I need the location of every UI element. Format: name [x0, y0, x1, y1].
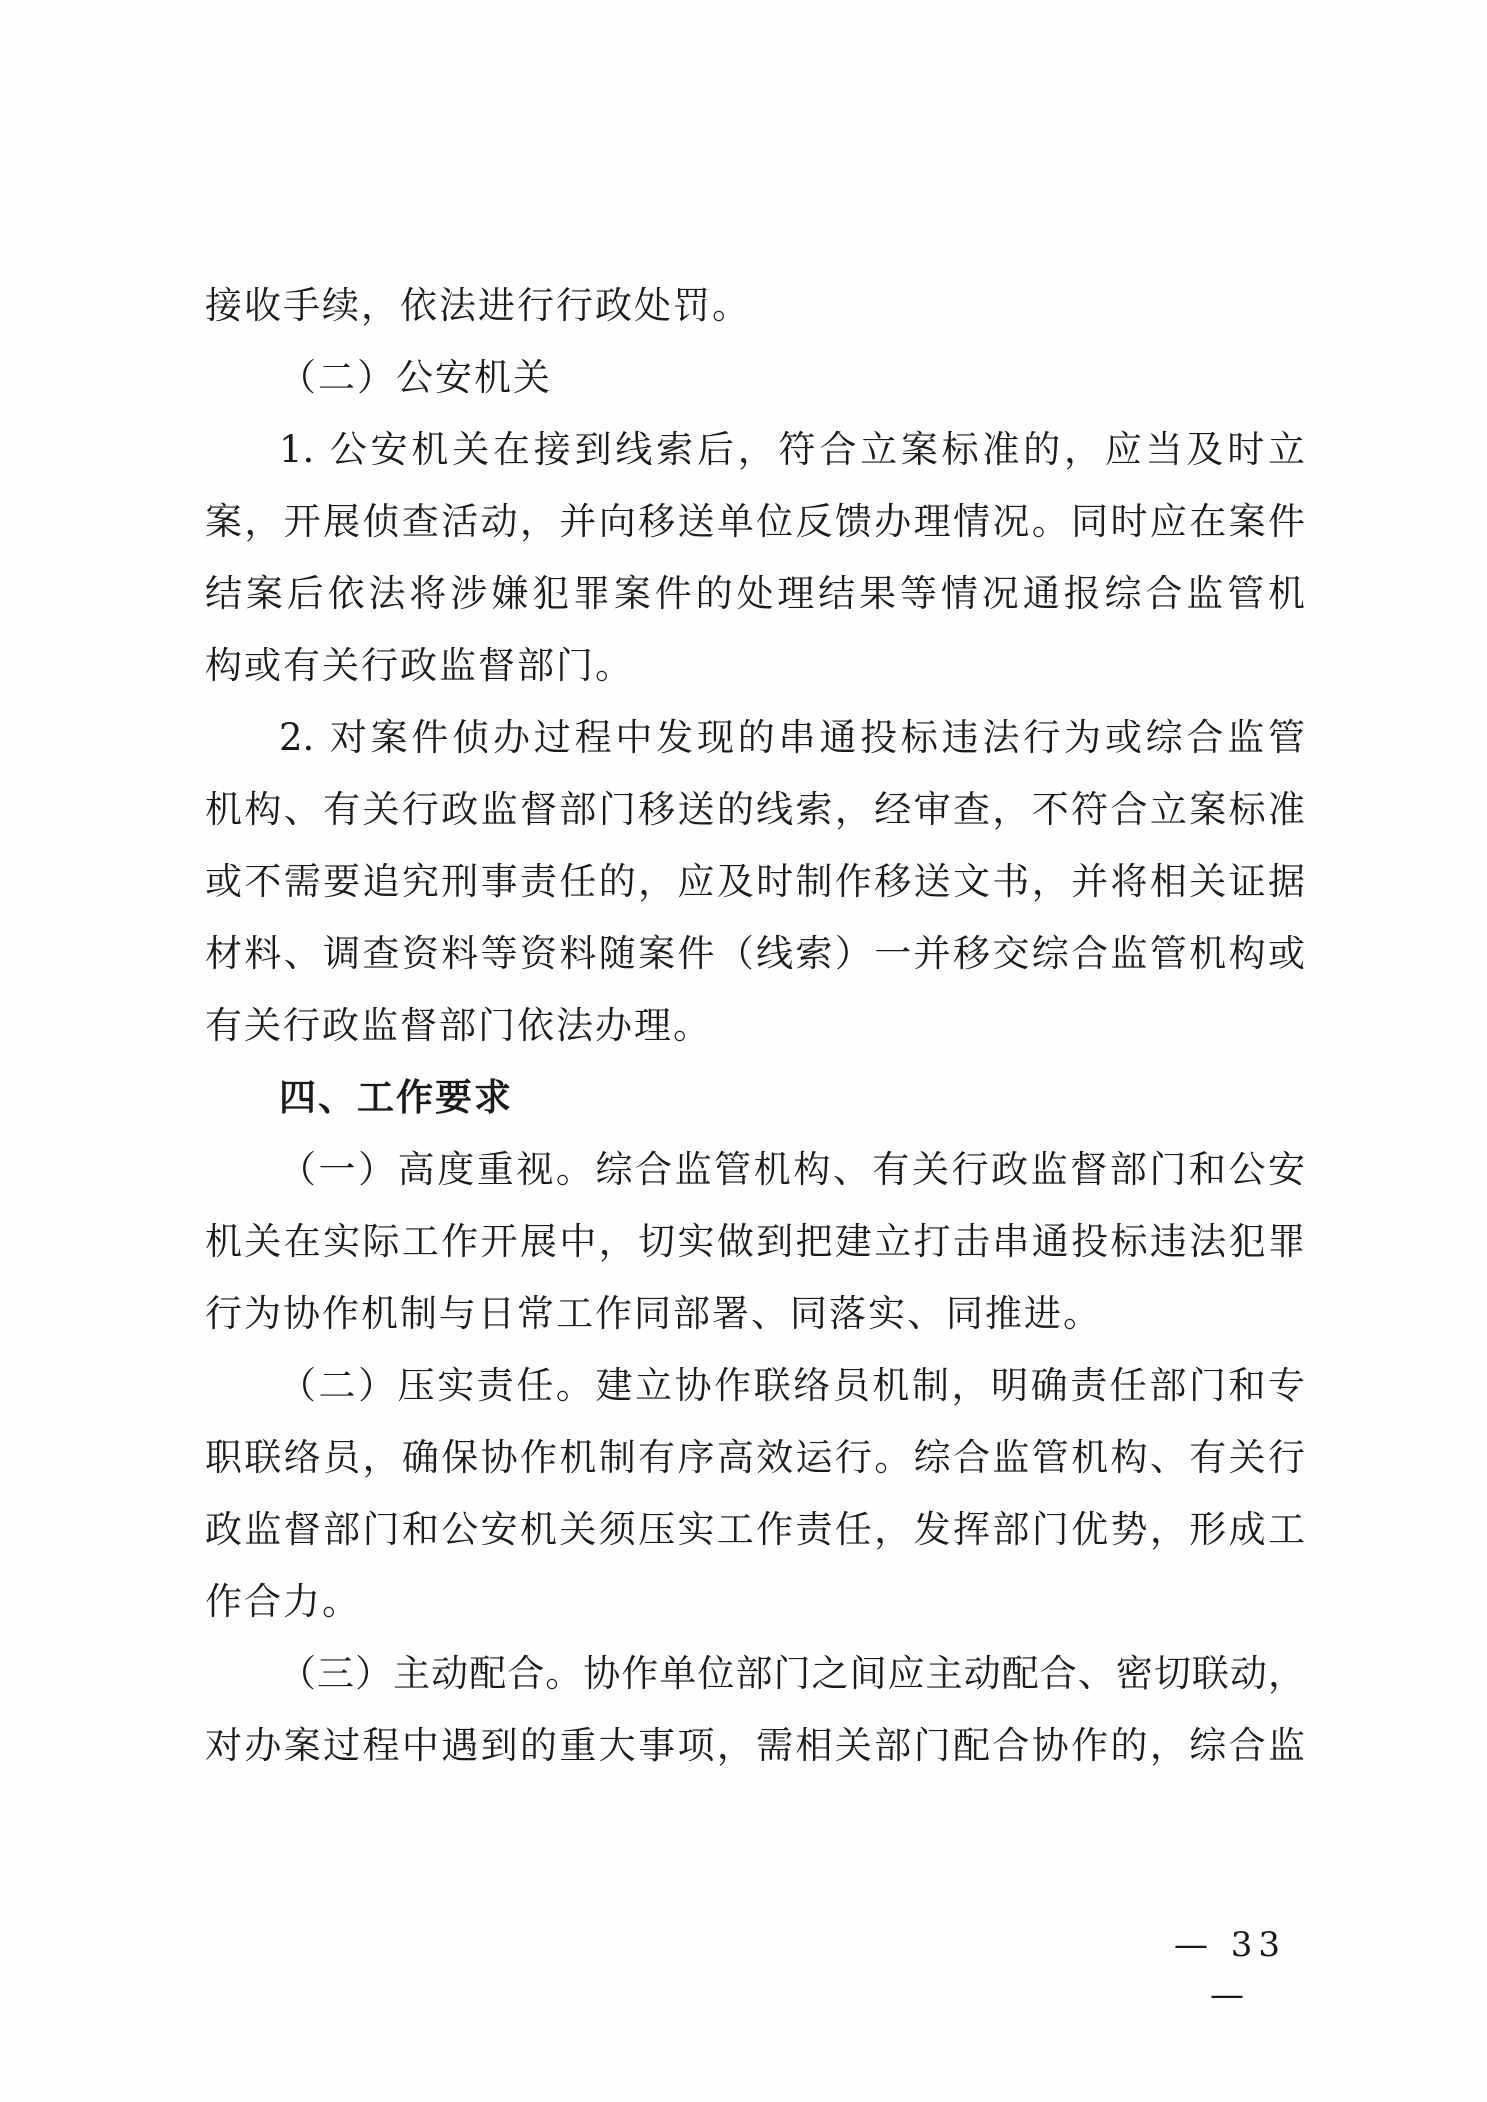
text-line: 职联络员，确保协作机制有序高效运行。综合监管机构、有关行 [205, 1436, 1305, 1479]
text-line: 材料、调查资料等资料随案件（线索）一并移交综合监管机构或 [205, 932, 1305, 975]
text-line: 或不需要追究刑事责任的，应及时制作移送文书，并将相关证据 [205, 860, 1305, 903]
text-line: 接收手续，依法进行行政处罚。 [205, 284, 751, 327]
page-number: — 33 — [1173, 1925, 1287, 2015]
text-line: 2. 对案件侦办过程中发现的串通投标违法行为或综合监管 [279, 716, 1305, 759]
text-line: 政监督部门和公安机关须压实工作责任，发挥部门优势，形成工 [205, 1508, 1305, 1551]
text-line: 结案后依法将涉嫌犯罪案件的处理结果等情况通报综合监管机 [205, 572, 1305, 615]
text-line: 机构、有关行政监督部门移送的线索，经审查，不符合立案标准 [205, 788, 1305, 831]
chapter-heading: 四、工作要求 [279, 1076, 513, 1119]
text-line: 对办案过程中遇到的重大事项，需相关部门配合协作的，综合监 [205, 1724, 1305, 1767]
text-line: 构或有关行政监督部门。 [205, 644, 634, 687]
text-line: 有关行政监督部门依法办理。 [205, 1004, 712, 1047]
text-line: 机关在实际工作开展中，切实做到把建立打击串通投标违法犯罪 [205, 1220, 1305, 1263]
section-heading: （二）公安机关 [279, 356, 552, 399]
text-line: （三）主动配合。协作单位部门之间应主动配合、密切联动， [279, 1652, 1305, 1695]
text-line: 作合力。 [205, 1580, 361, 1623]
text-line: 案，开展侦查活动，并向移送单位反馈办理情况。同时应在案件 [205, 500, 1305, 543]
text-line: （一）高度重视。综合监管机构、有关行政监督部门和公安 [279, 1148, 1305, 1191]
text-line: 行为协作机制与日常工作同部署、同落实、同推进。 [205, 1292, 1102, 1335]
text-line: （二）压实责任。建立协作联络员机制，明确责任部门和专 [279, 1364, 1305, 1407]
text-line: 1. 公安机关在接到线索后，符合立案标准的，应当及时立 [279, 428, 1305, 471]
